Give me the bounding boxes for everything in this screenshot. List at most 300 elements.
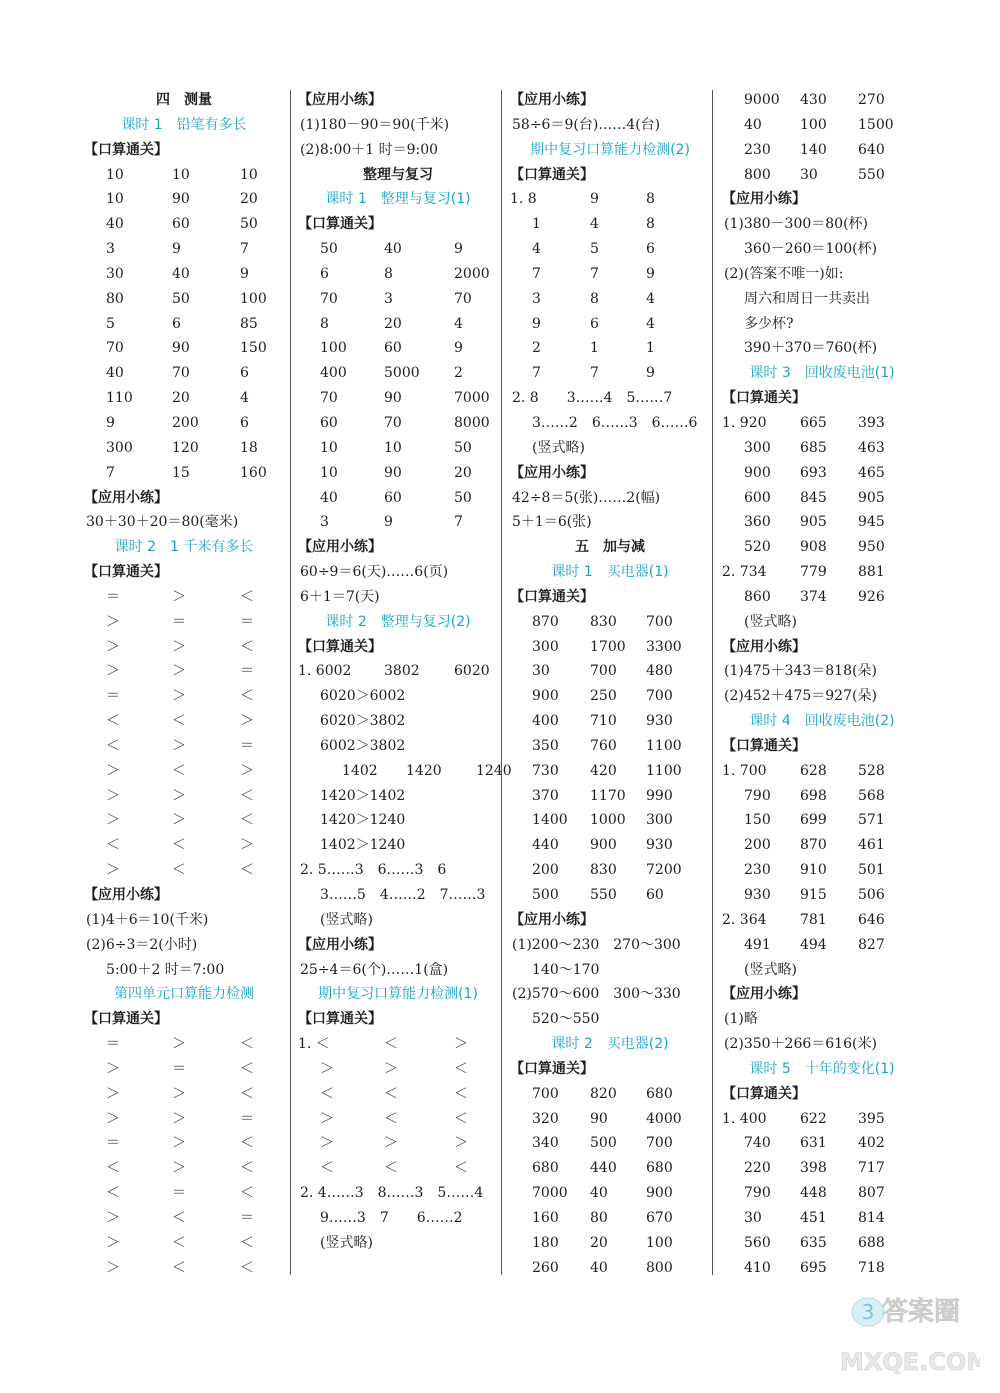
answer-cell: 451 [800, 1209, 827, 1226]
answer-row [510, 187, 710, 212]
answer-cell: 9 [384, 514, 393, 531]
answer-cell: 700 [590, 663, 617, 680]
answer-cell: 40 [106, 216, 124, 233]
answer-cell: 550 [858, 166, 885, 183]
answer-row [722, 1181, 922, 1206]
answer-row [722, 411, 922, 436]
answer-cell: 395 [858, 1110, 885, 1127]
answer-row [722, 1231, 922, 1256]
answer-cell: 300 [744, 439, 771, 456]
answer-cell: 820 [590, 1085, 617, 1102]
answer-cell: ＜ [320, 1160, 334, 1177]
answer-cell: ＜ [320, 1085, 334, 1102]
answer-cell: ＞ [454, 1135, 468, 1152]
answer-text: (竖式略) [744, 613, 797, 630]
answer-cell: ＞ [172, 812, 186, 829]
answer-row [510, 1256, 710, 1281]
answer-row [510, 784, 710, 809]
answer-cell: 500 [590, 1135, 617, 1152]
answer-cell: 8 [646, 191, 655, 208]
answer-cell: 3300 [646, 638, 682, 655]
answer-row [722, 883, 922, 908]
answer-row [510, 610, 710, 635]
answer-cell: 3802 [384, 663, 420, 680]
answer-cell: 374 [800, 588, 827, 605]
answer-cell: 4 [646, 315, 655, 332]
answer-text: 5:00＋2 时＝7:00 [106, 961, 225, 978]
answer-text: 60÷9＝6(天)……6(页) [300, 564, 449, 581]
answer-cell: 688 [858, 1234, 885, 1251]
section-header: 【应用小练】 [84, 887, 168, 903]
answer-cell: 622 [800, 1110, 827, 1127]
answer-text: (2)(答案不唯一)如: [724, 265, 844, 282]
answer-cell: 860 [744, 588, 771, 605]
answer-cell: 480 [646, 663, 673, 680]
answer-row [84, 163, 284, 188]
answer-text: 1402＞1240 [320, 837, 406, 854]
answer-row [84, 1156, 284, 1181]
answer-cell: 800 [646, 1259, 673, 1276]
answer-row [84, 858, 284, 883]
answer-cell: 140 [800, 141, 827, 158]
answer-cell: 160 [240, 464, 267, 481]
answer-row [722, 560, 922, 585]
answer-row [510, 759, 710, 784]
answer-cell: 180 [532, 1234, 559, 1251]
answer-cell: 685 [800, 439, 827, 456]
answer-cell: ＞ [172, 638, 186, 655]
answer-row [722, 436, 922, 461]
answer-row [84, 1082, 284, 1107]
answer-cell: 814 [858, 1209, 885, 1226]
answer-row [84, 808, 284, 833]
answer-cell: 20 [172, 390, 190, 407]
answer-row [84, 312, 284, 337]
answer-cell: 160 [532, 1209, 559, 1226]
answer-cell: 100 [800, 116, 827, 133]
answer-cell: 2. 734 [722, 564, 767, 581]
answer-cell: 400 [320, 365, 347, 382]
answer-cell: 945 [858, 514, 885, 531]
answer-cell: ＝ [240, 613, 254, 630]
answer-cell: 915 [800, 887, 827, 903]
answer-cell: 50 [454, 439, 472, 456]
answer-cell: 845 [800, 489, 827, 506]
answer-cell: 6 [646, 241, 655, 258]
answer-cell: 50 [320, 241, 338, 258]
answer-row [722, 908, 922, 933]
answer-text: 6020＞6002 [320, 688, 406, 705]
answer-cell: 440 [532, 837, 559, 854]
answer-cell: 30 [106, 265, 124, 282]
answer-cell: ＝ [106, 1135, 120, 1152]
answer-cell: 930 [744, 887, 771, 903]
answer-cell: 2 [532, 340, 541, 357]
answer-cell: 700 [646, 688, 673, 705]
answer-row [298, 759, 512, 784]
answer-row [84, 1131, 284, 1156]
answer-cell: 50 [172, 290, 190, 307]
answer-row [84, 436, 284, 461]
answer-cell: ＞ [106, 812, 120, 829]
answer-cell: 1. 8 [510, 191, 537, 208]
answer-row [510, 336, 710, 361]
answer-cell: 30 [532, 663, 550, 680]
answer-cell: 5 [106, 315, 115, 332]
answer-cell: 730 [532, 762, 559, 779]
answer-row [510, 635, 710, 660]
answer-cell: 300 [106, 439, 133, 456]
answer-text: 30＋30＋20＝80(毫米) [86, 514, 239, 531]
answer-row [722, 113, 922, 138]
answer-cell: 8000 [454, 414, 490, 431]
answer-cell: 781 [800, 911, 827, 928]
answer-cell: 4 [646, 290, 655, 307]
answer-cell: 15 [172, 464, 190, 481]
answer-text: 360－260＝100(杯) [744, 241, 878, 258]
answer-row [84, 237, 284, 262]
answer-cell: 628 [800, 762, 827, 779]
answer-text: (竖式略) [320, 1234, 373, 1251]
answer-row [298, 1057, 498, 1082]
answer-cell: ＞ [106, 1209, 120, 1226]
answer-text: 140～170 [532, 961, 600, 978]
answer-row [84, 386, 284, 411]
answer-cell: 6020 [454, 663, 490, 680]
answer-text: 42÷8＝5(张)……2(幅) [512, 489, 661, 506]
answer-text: 9……3 7 6……2 [320, 1209, 463, 1226]
answer-cell: ＝ [106, 1036, 120, 1053]
answer-cell: 10 [106, 166, 124, 183]
answer-cell: ＜ [172, 762, 186, 779]
answer-cell: 905 [858, 489, 885, 506]
answer-column-4 [722, 88, 922, 1281]
answer-row [510, 1082, 710, 1107]
answer-cell: 85 [240, 315, 258, 332]
answer-cell: 8 [320, 315, 329, 332]
answer-cell: ＝ [172, 613, 186, 630]
answer-cell: 900 [744, 464, 771, 481]
answer-cell: 698 [800, 787, 827, 804]
answer-row [84, 1107, 284, 1132]
answer-cell: 40 [590, 1185, 608, 1202]
answer-cell: 20 [384, 315, 402, 332]
answer-cell: 6 [240, 414, 249, 431]
answer-cell: 870 [532, 613, 559, 630]
answer-cell: 50 [454, 489, 472, 506]
answer-cell: 900 [646, 1185, 673, 1202]
answer-cell: 50 [240, 216, 258, 233]
answer-row [722, 535, 922, 560]
answer-text: 520～550 [532, 1011, 600, 1028]
answer-cell: 100 [646, 1234, 673, 1251]
answer-cell: 90 [384, 464, 402, 481]
answer-row [84, 759, 284, 784]
answer-text: 2. 4……3 8……3 5……4 [300, 1185, 484, 1202]
answer-cell: 3 [532, 290, 541, 307]
answer-cell: ＜ [106, 837, 120, 854]
answer-cell: ＝ [240, 1110, 254, 1127]
answer-cell: 30 [744, 1209, 762, 1226]
answer-cell: 779 [800, 564, 827, 581]
answer-cell: 910 [800, 862, 827, 879]
answer-cell: ＞ [106, 1234, 120, 1251]
answer-cell: ＝ [106, 688, 120, 705]
answer-cell: ＜ [172, 862, 186, 879]
answer-row [722, 486, 922, 511]
answer-cell: 350 [532, 737, 559, 754]
answer-text: 多少杯? [744, 315, 794, 332]
answer-row [722, 1206, 922, 1231]
answer-row [298, 461, 498, 486]
answer-cell: 370 [532, 787, 559, 804]
answer-cell: 6 [320, 265, 329, 282]
answer-cell: 402 [858, 1135, 885, 1152]
lesson-title: 期中复习口算能力检测(1) [318, 986, 478, 1003]
answer-cell: ＞ [172, 1135, 186, 1152]
answer-cell: 30 [800, 166, 818, 183]
answer-cell: 760 [590, 737, 617, 754]
answer-cell: 90 [172, 191, 190, 208]
answer-column-3 [510, 88, 710, 1281]
answer-cell: 40 [384, 241, 402, 258]
answer-cell: ＜ [172, 1259, 186, 1276]
answer-cell: ＜ [240, 862, 254, 879]
answer-row [722, 784, 922, 809]
answer-cell: ＞ [106, 663, 120, 680]
answer-text: 5＋1＝6(张) [512, 514, 592, 531]
answer-cell: 693 [800, 464, 827, 481]
answer-cell: 800 [744, 166, 771, 183]
answer-cell: 60 [172, 216, 190, 233]
answer-cell: ＜ [240, 812, 254, 829]
answer-cell: 110 [106, 390, 133, 407]
answer-cell: ＝ [172, 1060, 186, 1077]
answer-row [722, 1131, 922, 1156]
answer-row [722, 88, 922, 113]
answer-cell: 20 [454, 464, 472, 481]
answer-text: 390＋370＝760(杯) [744, 340, 878, 357]
answer-cell: 4 [590, 216, 599, 233]
answer-row [722, 163, 922, 188]
answer-row [298, 1156, 498, 1181]
answer-cell: ＜ [454, 1085, 468, 1102]
answer-row [510, 734, 710, 759]
answer-cell: ＞ [320, 1060, 334, 1077]
answer-row [84, 833, 284, 858]
answer-text: (竖式略) [532, 439, 585, 456]
answer-cell: ＜ [240, 1234, 254, 1251]
answer-cell: 494 [800, 936, 827, 953]
answer-cell: ＜ [384, 1160, 398, 1177]
answer-cell: ＞ [172, 588, 186, 605]
answer-cell: 10 [240, 166, 258, 183]
answer-row [84, 411, 284, 436]
answer-cell: 200 [532, 862, 559, 879]
chapter-title: 四 测量 [156, 92, 212, 108]
answer-cell: ＞ [384, 1060, 398, 1077]
answer-cell: 1500 [858, 116, 894, 133]
answer-cell: 9 [532, 315, 541, 332]
answer-cell: ＝ [240, 663, 254, 680]
answer-cell: ＝ [240, 737, 254, 754]
answer-row [84, 1032, 284, 1057]
answer-cell: ＜ [106, 1185, 120, 1202]
answer-cell: 440 [590, 1160, 617, 1177]
answer-cell: 6 [590, 315, 599, 332]
answer-text: 6＋1＝7(天) [300, 588, 380, 605]
lesson-title: 课时 4 回收废电池(2) [749, 713, 895, 730]
answer-cell: 9 [172, 241, 181, 258]
section-header: 【应用小练】 [298, 539, 382, 556]
answer-text: (2)8:00＋1 时＝9:00 [300, 141, 439, 158]
answer-row [298, 1131, 498, 1156]
answer-cell: ＞ [240, 713, 254, 730]
answer-cell: 20 [240, 191, 258, 208]
answer-cell: 360 [744, 514, 771, 531]
answer-cell: 718 [858, 1259, 885, 1276]
answer-cell: 506 [858, 887, 885, 903]
answer-cell: ＞ [172, 1110, 186, 1127]
answer-cell: 7000 [454, 390, 490, 407]
section-header: 【口算通关】 [84, 1011, 168, 1028]
answer-text: 1420＞1240 [320, 812, 406, 829]
answer-cell: 150 [240, 340, 267, 357]
watermark-badge-icon [840, 1292, 980, 1382]
answer-cell: ＜ [240, 1036, 254, 1053]
section-header: 【应用小练】 [722, 986, 806, 1003]
answer-cell: 680 [646, 1085, 673, 1102]
answer-cell: ＞ [106, 762, 120, 779]
answer-cell: 270 [858, 92, 885, 108]
section-header: 【口算通关】 [510, 588, 594, 605]
answer-cell: 830 [590, 613, 617, 630]
answer-row [84, 684, 284, 709]
answer-row [510, 1107, 710, 1132]
answer-cell: 80 [106, 290, 124, 307]
answer-cell: 200 [172, 414, 199, 431]
answer-cell: 905 [800, 514, 827, 531]
answer-cell: 491 [744, 936, 771, 953]
answer-cell: 10 [320, 464, 338, 481]
answer-row [722, 138, 922, 163]
answer-cell: 40 [590, 1259, 608, 1276]
lesson-title: 课时 1 铅笔有多长 [121, 116, 247, 133]
answer-cell: 1170 [590, 787, 626, 804]
answer-cell: 220 [744, 1160, 771, 1177]
answer-cell: 80 [590, 1209, 608, 1226]
answer-cell: 60 [320, 414, 338, 431]
answer-cell: 10 [106, 191, 124, 208]
section-header: 【应用小练】 [510, 92, 594, 108]
answer-cell: ＞ [320, 1135, 334, 1152]
answer-cell: 700 [646, 1135, 673, 1152]
answer-row [722, 858, 922, 883]
answer-cell: 699 [800, 812, 827, 829]
answer-cell: 150 [744, 812, 771, 829]
answer-row [298, 510, 498, 535]
answer-row [84, 1256, 284, 1281]
answer-cell: 700 [646, 613, 673, 630]
answer-text: (1)380－300＝80(杯) [724, 216, 869, 233]
answer-cell: 9 [646, 265, 655, 282]
answer-text: (1)180－90＝90(千米) [300, 116, 450, 133]
answer-cell: 695 [800, 1259, 827, 1276]
answer-cell: 40 [744, 116, 762, 133]
answer-cell: 1. ＜ [298, 1036, 330, 1053]
section-header: 【应用小练】 [298, 92, 382, 108]
answer-cell: 1700 [590, 638, 626, 655]
answer-cell: 7 [240, 241, 249, 258]
answer-cell: ＜ [240, 1060, 254, 1077]
answer-cell: ＞ [172, 663, 186, 680]
section-header: 【应用小练】 [84, 489, 168, 506]
answer-row [84, 1206, 284, 1231]
section-header: 【口算通关】 [298, 1011, 382, 1028]
answer-cell: 448 [800, 1185, 827, 1202]
answer-text: 1420＞1402 [320, 787, 406, 804]
answer-cell: ＜ [240, 638, 254, 655]
answer-cell: 230 [744, 141, 771, 158]
answer-cell: 393 [858, 414, 885, 431]
answer-cell: 250 [590, 688, 617, 705]
answer-text: (1)略 [724, 1011, 758, 1028]
answer-cell: 1000 [590, 812, 626, 829]
answer-text: 3……5 4……2 7……3 [320, 887, 486, 903]
answer-cell: 300 [646, 812, 673, 829]
answer-row [84, 635, 284, 660]
answer-row [510, 833, 710, 858]
answer-row [84, 1181, 284, 1206]
answer-row [510, 883, 710, 908]
answer-text: 3……2 6……3 6……6 [532, 414, 698, 431]
answer-cell: 60 [646, 887, 664, 903]
answer-cell: 430 [800, 92, 827, 108]
answer-cell: ＞ [240, 837, 254, 854]
answer-row [722, 585, 922, 610]
answer-cell: 60 [384, 489, 402, 506]
section-header: 【应用小练】 [510, 911, 594, 928]
answer-row [298, 312, 498, 337]
answer-cell: 870 [800, 837, 827, 854]
answer-cell: 9 [454, 241, 463, 258]
section-header: 【应用小练】 [298, 936, 382, 953]
answer-cell: 90 [590, 1110, 608, 1127]
answer-cell: 90 [172, 340, 190, 357]
answer-text: (竖式略) [320, 911, 373, 928]
answer-row [298, 659, 498, 684]
answer-cell: 635 [800, 1234, 827, 1251]
answer-cell: 10 [320, 439, 338, 456]
answer-row [510, 312, 710, 337]
answer-cell: 1 [590, 340, 599, 357]
answer-row [510, 1131, 710, 1156]
answer-cell: ＜ [240, 1085, 254, 1102]
answer-row [722, 933, 922, 958]
chapter-title: 整理与复习 [363, 166, 433, 183]
answer-row [84, 361, 284, 386]
answer-row [722, 1107, 922, 1132]
answer-row [84, 262, 284, 287]
answer-cell: 560 [744, 1234, 771, 1251]
column-divider [290, 90, 291, 1275]
answer-cell: 6 [172, 315, 181, 332]
answer-row [298, 361, 498, 386]
answer-row [298, 1082, 498, 1107]
answer-row [84, 784, 284, 809]
answer-row [84, 610, 284, 635]
answer-cell: 3 [384, 290, 393, 307]
